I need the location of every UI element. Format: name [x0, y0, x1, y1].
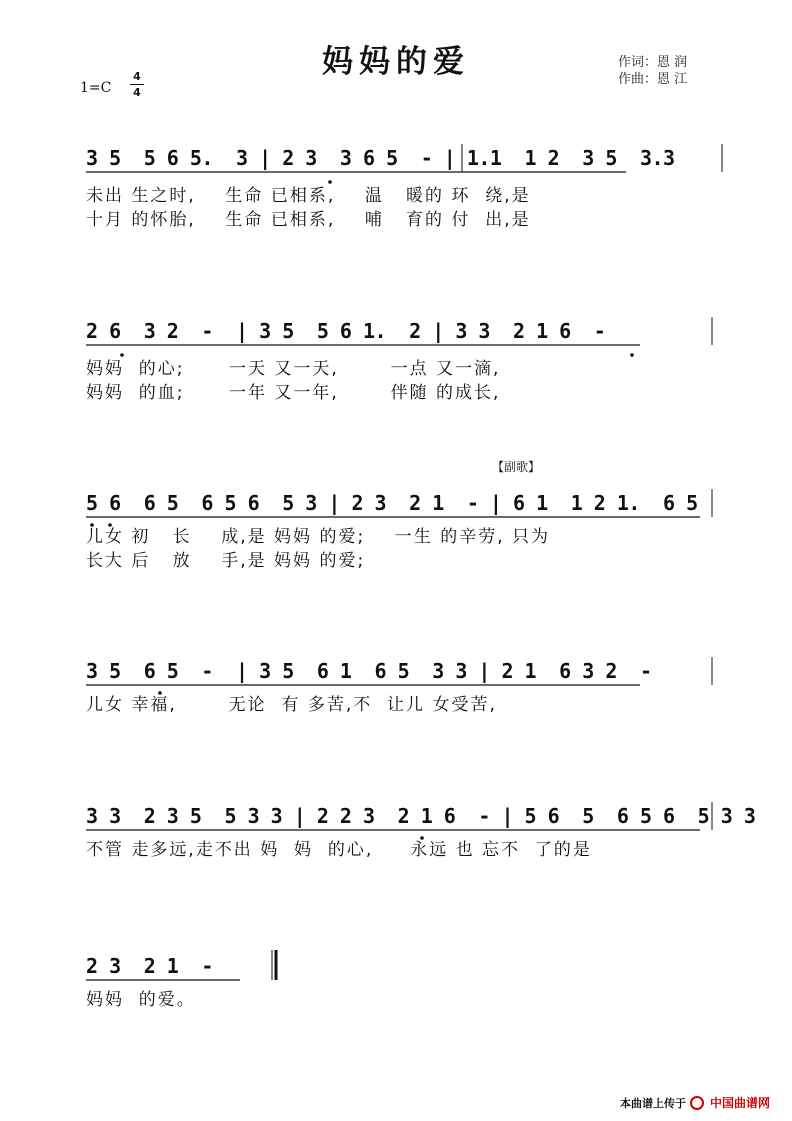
song-title: 妈妈的爱 — [322, 44, 470, 80]
lyric-verse-2: 妈妈 的血; 一年 又一年, 伴随 的成长, — [86, 383, 501, 403]
notes-line: 2 3 2 1 - — [86, 954, 225, 978]
lyric-verse-1: 儿女 初 长 成,是 妈妈 的爱; 一生 的辛劳, 只为 — [86, 527, 550, 547]
notes-line: 3 5 6 5 - | 3 5 6 1 6 5 3 3 | 2 1 6 3 2 - — [86, 659, 664, 683]
score-system-3 — [0, 487, 792, 607]
time-signature — [130, 70, 144, 99]
notes-line: 3 3 2 3 5 5 3 3 | 2 2 3 2 1 6 - | 5 6 5 6 5 6 5 3 3 — [86, 804, 756, 828]
lyricist-credit: 作词：恩 润 — [618, 55, 688, 70]
notes-line: 3 5 5 6 5. 3 | 2 3 3 6 5 - | 1.1 1 2 3 5 3.3 — [86, 146, 675, 170]
footer-text: 本曲谱上传于 — [619, 1096, 686, 1110]
time-signature-divider — [130, 84, 144, 85]
time-signature-bottom: 4 — [133, 86, 141, 99]
key-signature: 1=C — [80, 80, 112, 96]
lyric-verse-1: 儿女 幸福, 无论 有 多苦,不 让儿 女受苦, — [86, 695, 497, 715]
lyric-verse-1: 妈妈 的心; 一天 又一天, 一点 又一滴, — [86, 359, 501, 379]
score-system-2 — [0, 315, 792, 435]
score-system-1 — [0, 142, 792, 262]
lyric-verse-1: 不管 走多远,走不出 妈 妈 的心, 永远 也 忘不 了的是 — [86, 840, 592, 860]
score-system-6 — [0, 950, 792, 1070]
score-system-5 — [0, 800, 792, 920]
footer — [620, 1094, 770, 1111]
notes-line: 5 6 6 5 6 5 6 5 3 | 2 3 2 1 - | 6 1 1 2 1. 6 5 — [86, 491, 698, 515]
site-logo-icon — [690, 1096, 704, 1110]
site-name-link[interactable]: 中国曲谱网 — [709, 1096, 770, 1110]
lyric-verse-1: 未出 生之时, 生命 已相系, 温 暖的 环 绕,是 — [86, 186, 531, 206]
lyric-verse-1: 妈妈 的爱。 — [86, 990, 196, 1010]
notes-line: 2 6 3 2 - | 3 5 5 6 1. 2 | 3 3 2 1 6 - — [86, 319, 617, 343]
time-signature-top: 4 — [133, 70, 141, 83]
composer-credit: 作曲：恩 江 — [618, 72, 688, 87]
credits — [618, 54, 687, 88]
score-system-4 — [0, 655, 792, 775]
lyric-verse-2: 十月 的怀胎, 生命 已相系, 哺 育的 付 出,是 — [86, 210, 531, 230]
section-label-chorus: 【副歌】 — [492, 460, 541, 474]
lyric-verse-2: 长大 后 放 手,是 妈妈 的爱; — [86, 551, 366, 571]
